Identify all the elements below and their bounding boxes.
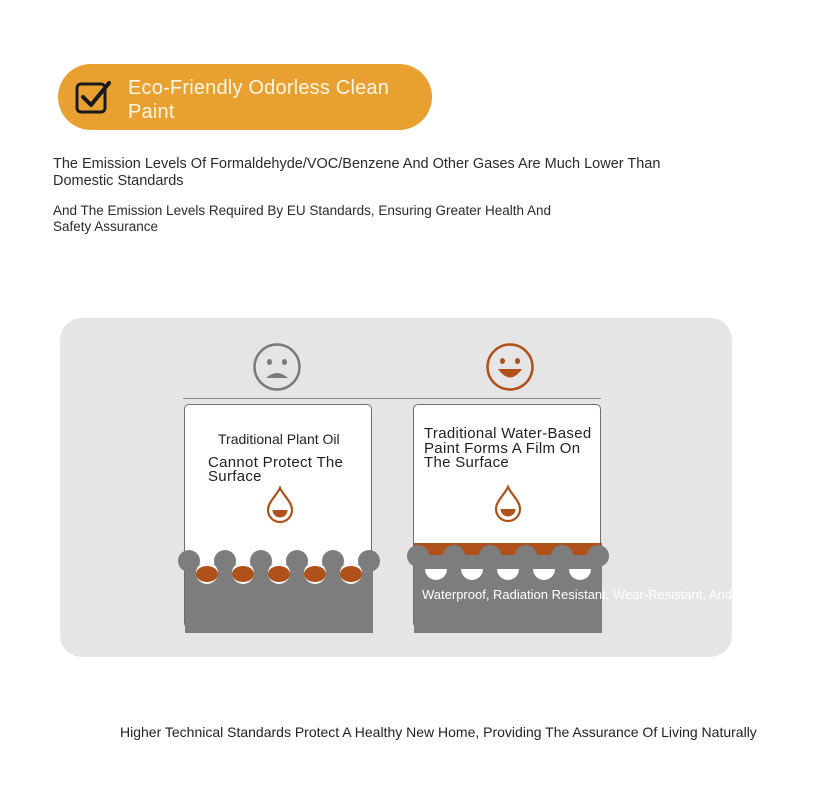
footer-statement: Higher Technical Standards Protect A Healthy New Home, Providing The Assurance Of Living Naturally (120, 724, 757, 740)
badge-title: Eco-Friendly Odorless Clean Paint (128, 77, 390, 123)
paint-drop-icon (493, 484, 523, 522)
plant-oil-title: Traditional Plant Oil (218, 431, 340, 447)
sad-face-icon (252, 342, 302, 392)
comparison-divider (183, 398, 601, 399)
water-based-paint-card (413, 404, 827, 628)
plant-oil-surface-illustration (185, 543, 373, 633)
water-based-paint-title: Traditional Water-Based Paint Forms A Film On The Surface (424, 425, 592, 471)
plant-oil-card (184, 404, 372, 628)
emission-description: The Emission Levels Of Formaldehyde/VOC/Benzene And Other Gases Are Much Lower Than Domestic Standards (53, 156, 661, 189)
feature-badge (58, 64, 432, 130)
comparison-panel (60, 318, 827, 657)
oil-drop-icon (265, 485, 295, 523)
paint-feature-list: Waterproof, Radiation Resistant, Wear-Resistant, And Crack Resistant (422, 587, 827, 602)
eu-standard-description: And The Emission Levels Required By EU Standards, Ensuring Greater Health And Safety Assurance (53, 203, 552, 234)
plant-oil-subtitle: Cannot Protect The Surface (208, 454, 344, 485)
happy-face-icon (485, 342, 535, 392)
check-box-icon (74, 78, 112, 116)
